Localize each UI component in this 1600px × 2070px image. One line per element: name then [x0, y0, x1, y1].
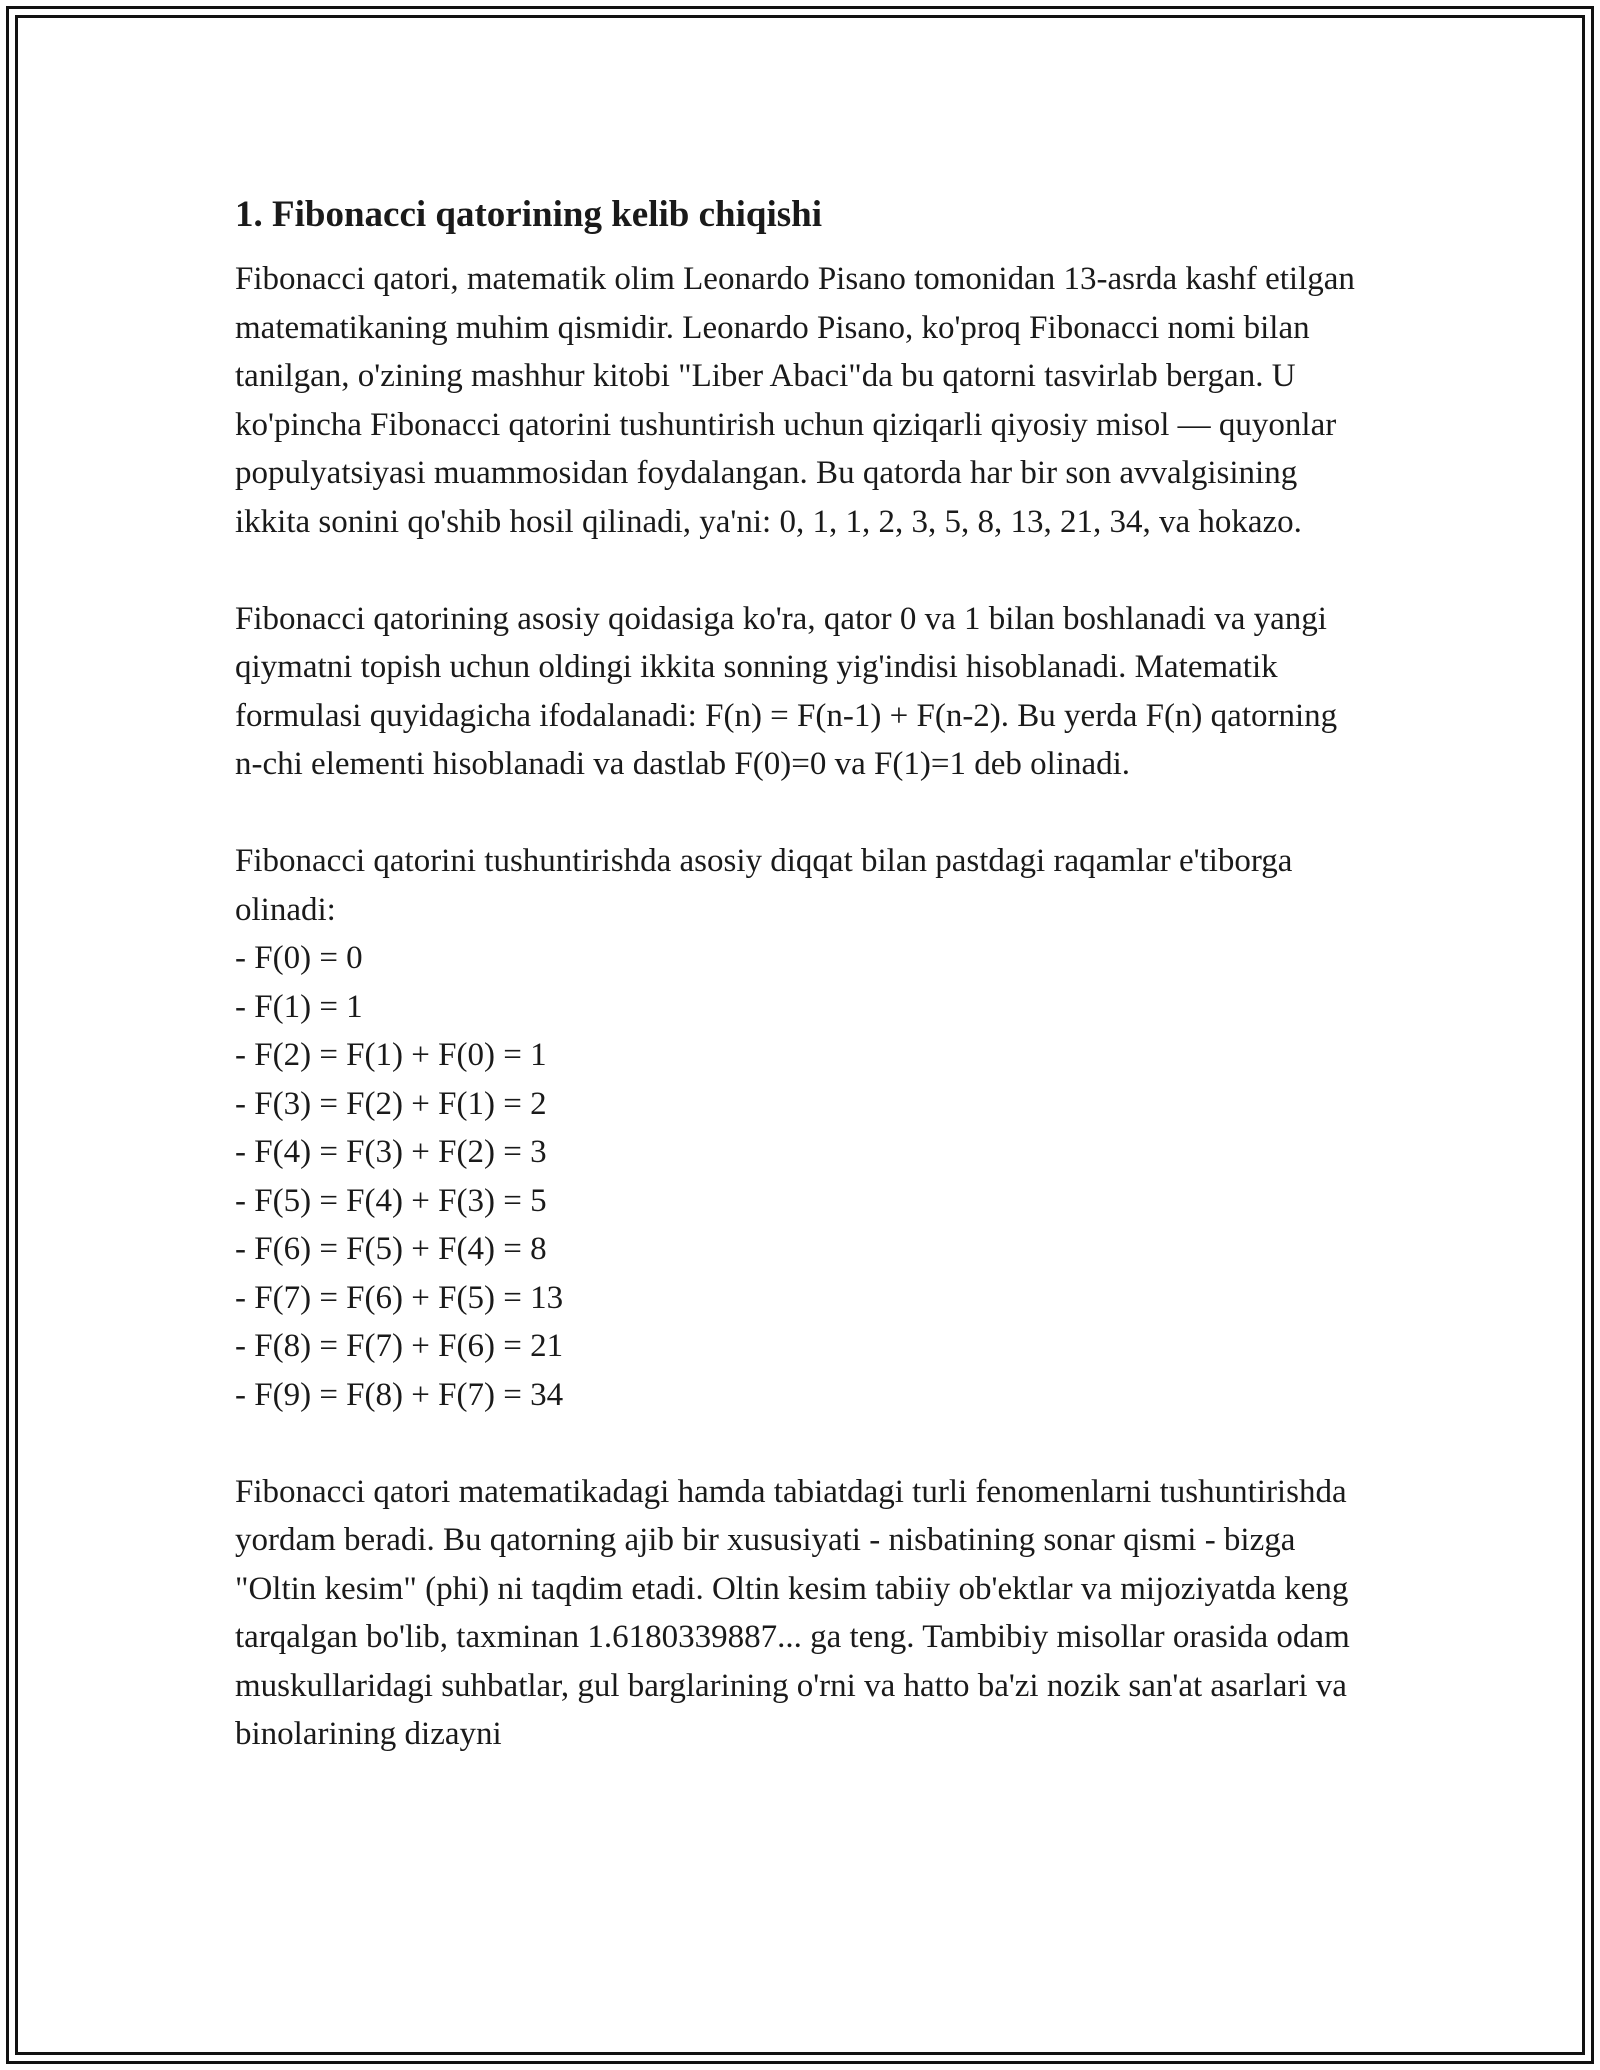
- paragraph-rule: Fibonacci qatorining asosiy qoidasiga ko'ra, qator 0 va 1 bilan boshlanadi va yangi qiymatni topish uchun oldingi ikkita sonning yig'indisi hisoblanadi. Matematik formulasi quyidagicha ifodalanadi: F(n) = F(n-1) + F(n-2). Bu yerda F(n) qatorning n-chi elementi hisoblanadi va dastlab F(0)=0 va F(1)=1 deb olinadi.: [235, 600, 1338, 782]
- list-item: - F(0) = 0: [235, 940, 363, 976]
- list-item: - F(5) = F(4) + F(3) = 5: [235, 1182, 547, 1219]
- list-item: - F(8) = F(7) + F(6) = 21: [235, 1328, 564, 1364]
- section-heading: 1. Fibonacci qatorining kelib chiqishi: [235, 194, 822, 235]
- list-item: - F(1) = 1: [235, 988, 363, 1025]
- list-item: - F(3) = F(2) + F(1) = 2: [235, 1085, 547, 1122]
- list-item: - F(9) = F(8) + F(7) = 34: [235, 1376, 564, 1413]
- list-item: - F(4) = F(3) + F(2) = 3: [235, 1134, 547, 1170]
- paragraph-origin: Fibonacci qatori, matematik olim Leonardo Pisano tomonidan 13-asrda kashf etilgan matematikaning muhim qismidir. Leonardo Pisano, ko'proq Fibonacci nomi bilan tanilgan, o'zining mashhur kitobi "Liber Abaci"da bu qatorni tasvirlab bergan. U ko'pincha Fibonacci qatorini tushuntirish uchun qiziqarli qiyosiy misol — quyonlar populyatsiyasi muammosidan foydalangan. Bu qatorda har bir son avvalgisining ikkita sonini qo'shib hosil qilinadi, ya'ni: 0, 1, 1, 2, 3, 5, 8, 13, 21, 34, va hokazo.: [235, 261, 1355, 540]
- fibonacci-list: [235, 934, 1365, 1419]
- list-item: - F(2) = F(1) + F(0) = 1: [235, 1037, 547, 1073]
- list-item: - F(7) = F(6) + F(5) = 13: [235, 1279, 564, 1316]
- document-page: [235, 183, 1365, 1807]
- list-item: - F(6) = F(5) + F(4) = 8: [235, 1231, 547, 1267]
- list-intro: Fibonacci qatorini tushuntirishda asosiy diqqat bilan pastdagi raqamlar e'tiborga olinadi:: [235, 843, 1293, 928]
- paragraph-golden-ratio: Fibonacci qatori matematikadagi hamda tabiatdagi turli fenomenlarni tushuntirishda yordam beradi. Bu qatorning ajib bir xususiyati - nisbatining sonar qismi - bizga "Oltin kesim" (phi) ni taqdim etadi. Oltin kesim tabiiy ob'ektlar va mijoziyatda keng tarqalgan bo'lib, taxminan 1.6180339887... ga teng. Tambibiy misollar orasida odam muskullaridagi suhbatlar, gul barglarining o'rni va hatto ba'zi nozik san'at asarlari va binolarining dizayni: [235, 1473, 1350, 1752]
